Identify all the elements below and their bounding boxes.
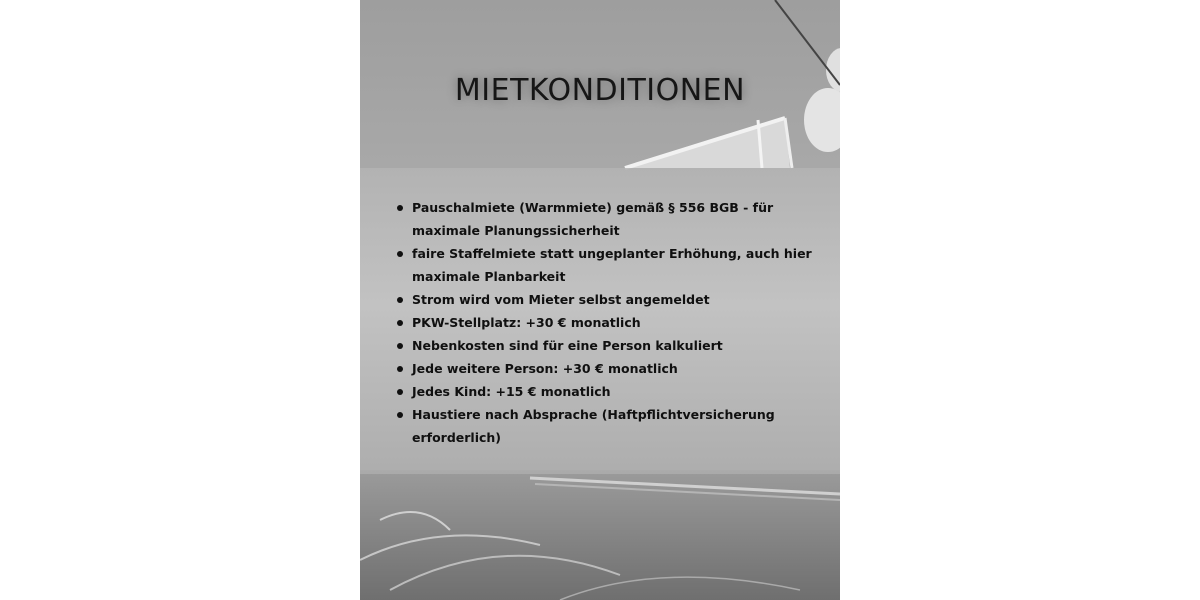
conditions-list bbox=[360, 168, 840, 449]
condition-text: Pauschalmiete (Warmmiete) gemäß § 556 BGB - für maximale Planungssicherheit bbox=[412, 200, 774, 238]
condition-text: Jedes Kind: +15 € monatlich bbox=[412, 384, 611, 399]
list-item bbox=[412, 357, 830, 380]
condition-text: Strom wird vom Mieter selbst angemeldet bbox=[412, 292, 710, 307]
condition-text: Jede weitere Person: +30 € monatlich bbox=[412, 361, 678, 376]
list-item bbox=[412, 403, 830, 449]
conditions-panel bbox=[360, 168, 840, 474]
condition-text: PKW-Stellplatz: +30 € monatlich bbox=[412, 315, 641, 330]
bullet-icon bbox=[397, 366, 403, 372]
condition-text: faire Staffelmiete statt ungeplanter Erhöhung, auch hier maximale Planbarkeit bbox=[412, 246, 812, 284]
list-item bbox=[412, 311, 830, 334]
condition-text: Haustiere nach Absprache (Haftpflichtversicherung erforderlich) bbox=[412, 407, 775, 445]
list-item bbox=[412, 288, 830, 311]
list-item bbox=[412, 196, 830, 242]
bullet-icon bbox=[397, 343, 403, 349]
bullet-icon bbox=[397, 412, 403, 418]
condition-text: Nebenkosten sind für eine Person kalkuliert bbox=[412, 338, 723, 353]
bullet-icon bbox=[397, 205, 403, 211]
list-item bbox=[412, 334, 830, 357]
bullet-icon bbox=[397, 389, 403, 395]
list-item bbox=[412, 380, 830, 403]
rental-conditions-poster bbox=[360, 0, 840, 600]
bullet-icon bbox=[397, 320, 403, 326]
page-title: MIETKONDITIONEN bbox=[454, 72, 746, 108]
bullet-icon bbox=[397, 251, 403, 257]
header bbox=[360, 0, 840, 168]
list-item bbox=[412, 242, 830, 288]
bullet-icon bbox=[397, 297, 403, 303]
